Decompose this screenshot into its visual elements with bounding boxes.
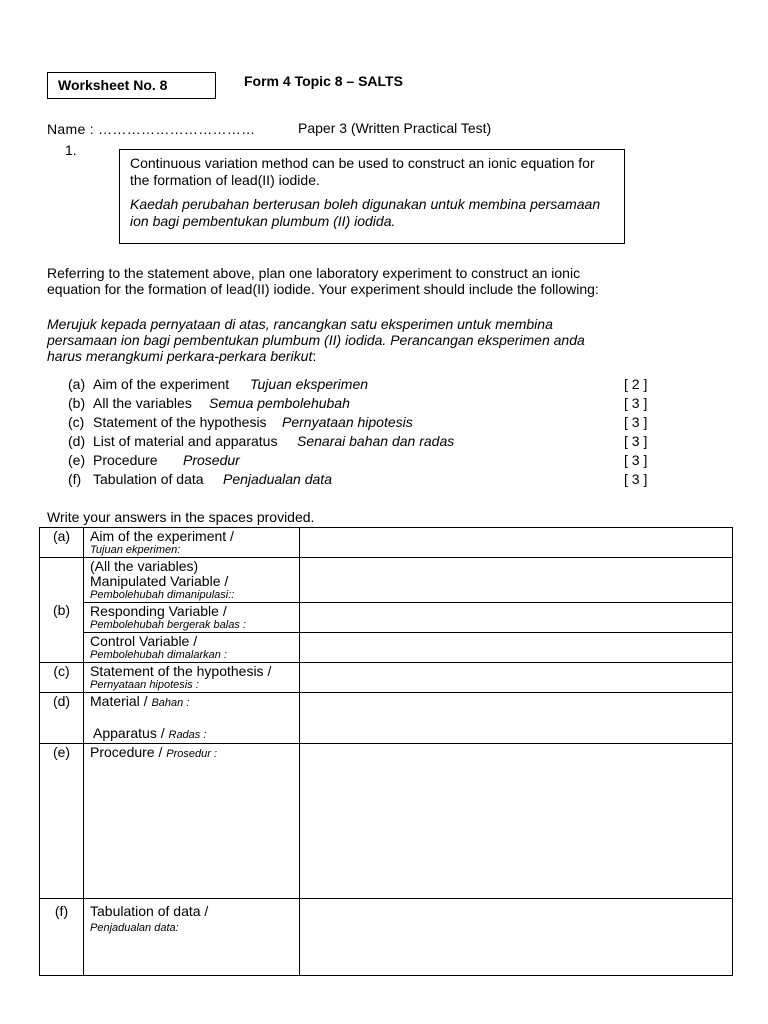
criteria-malay: Prosedur (183, 452, 240, 468)
statement-malay: Kaedah perubahan berterusan boleh digunakan untuk membina persamaan ion bagi pembentukan plumbum (II) iodida. (130, 196, 601, 229)
criteria-item (68, 394, 652, 413)
criteria-malay: Penjadualan data (223, 471, 332, 487)
statement-english: Continuous variation method can be used to construct an ionic equation for the formation of lead(II) iodide. (130, 155, 595, 188)
criteria-malay: Senarai bahan dan radas (297, 433, 455, 449)
tabulation-label-malay: Penjadualan data: (90, 922, 179, 934)
procedure-label (90, 745, 299, 762)
table-row (40, 899, 733, 976)
variables-heading: (All the variables) (90, 558, 199, 574)
row-prompt (84, 558, 300, 603)
responding-label: Responding Variable / (90, 603, 227, 619)
row-prompt (84, 899, 300, 976)
criteria-label: (d) (68, 433, 86, 449)
aim-label-malay: Tujuan ekperimen: (90, 544, 181, 556)
instruction-malay-text: Merujuk kepada pernyataan di atas, rancangkan satu eksperimen untuk membina persamaan ion bagi pembentukan plumbum (II) iodida. Perancangan eksperimen anda harus merangkumi perkara-perkara berikut (47, 316, 585, 364)
criteria-item (68, 432, 652, 451)
criteria-english: Statement of the hypothesis (93, 414, 267, 430)
criteria-english: List of material and apparatus (93, 433, 278, 449)
apparatus-label (90, 726, 299, 743)
criteria-label: (b) (68, 395, 86, 411)
criteria-malay: Tujuan eksperimen (250, 376, 369, 392)
topic-title: Form 4 Topic 8 – SALTS (244, 73, 403, 89)
criteria-marks: [ 3 ] (624, 395, 648, 411)
answer-space-responding[interactable] (300, 603, 733, 633)
row-label: (e) (40, 744, 84, 899)
table-row (40, 528, 733, 558)
criteria-label: (e) (68, 452, 86, 468)
row-label: (f) (40, 899, 84, 976)
question-number: 1. (65, 142, 77, 158)
answer-space-materials[interactable] (300, 693, 733, 744)
table-row (40, 663, 733, 693)
criteria-item (68, 451, 652, 470)
criteria-item (68, 470, 652, 489)
instruction-english: Referring to the statement above, plan one laboratory experiment to construct an ionic equation for the formation of lead(II) iodide. Your experiment should include the following: (47, 265, 599, 297)
row-label: (c) (40, 663, 84, 693)
criteria-item (68, 375, 652, 394)
table-row (40, 633, 733, 663)
table-row (40, 744, 733, 899)
control-label: Control Variable / (90, 633, 198, 649)
hypothesis-label: Statement of the hypothesis / (90, 663, 272, 679)
apparatus-label-english: Apparatus / (93, 725, 165, 741)
control-label-malay: Pembolehubah dimalarkan : (90, 649, 227, 661)
answer-space-aim[interactable] (300, 528, 733, 558)
answer-space-hypothesis[interactable] (300, 663, 733, 693)
criteria-marks: [ 3 ] (624, 471, 648, 487)
write-instruction: Write your answers in the spaces provided. (47, 509, 315, 525)
table-row (40, 693, 733, 744)
answer-table (39, 527, 733, 976)
criteria-english: Procedure (93, 452, 158, 468)
row-label: (d) (40, 693, 84, 744)
procedure-label-english: Procedure / (90, 744, 163, 760)
row-prompt (84, 663, 300, 693)
answer-space-control[interactable] (300, 633, 733, 663)
criteria-malay: Pernyataan hipotesis (282, 414, 413, 430)
criteria-malay: Semua pembolehubah (209, 395, 350, 411)
row-label: (b) (40, 558, 84, 663)
criteria-label: (c) (68, 414, 85, 430)
answer-space-manipulated[interactable] (300, 558, 733, 603)
tabulation-label: Tabulation of data / (90, 903, 209, 919)
row-prompt (84, 633, 300, 663)
statement-box (119, 149, 625, 244)
instruction-malay-colon: : (312, 348, 317, 364)
material-label-malay: Bahan : (151, 697, 190, 709)
name-field: Name : …………………………… (47, 121, 256, 137)
criteria-marks: [ 3 ] (624, 433, 648, 449)
criteria-item (68, 413, 652, 432)
criteria-label: (f) (68, 471, 82, 487)
row-prompt (84, 744, 300, 899)
criteria-english: All the variables (93, 395, 192, 411)
manipulated-label-malay: Pembolehubah dimanipulasi:: (90, 589, 235, 601)
criteria-english: Tabulation of data (93, 471, 204, 487)
table-row (40, 558, 733, 603)
row-prompt (84, 603, 300, 633)
row-label: (a) (40, 528, 84, 558)
answer-space-tabulation[interactable] (300, 899, 733, 976)
material-label (90, 694, 299, 711)
criteria-marks: [ 3 ] (624, 452, 648, 468)
criteria-marks: [ 3 ] (624, 414, 648, 430)
responding-label-malay: Pembolehubah bergerak balas : (90, 619, 246, 631)
hypothesis-label-malay: Pernyataan hipotesis : (90, 679, 199, 691)
criteria-label: (a) (68, 376, 86, 392)
manipulated-label: Manipulated Variable / (90, 573, 229, 589)
instruction-malay (47, 316, 617, 364)
aim-label: Aim of the experiment / (90, 528, 234, 544)
procedure-label-malay: Prosedur : (166, 748, 218, 760)
criteria-english: Aim of the experiment (93, 376, 230, 392)
table-row (40, 603, 733, 633)
apparatus-label-malay: Radas : (168, 729, 207, 741)
row-prompt (84, 528, 300, 558)
row-prompt (84, 693, 300, 744)
worksheet-number-box: Worksheet No. 8 (47, 72, 216, 99)
answer-space-procedure[interactable] (300, 744, 733, 899)
criteria-marks: [ 2 ] (624, 376, 648, 392)
paper-label: Paper 3 (Written Practical Test) (298, 120, 492, 136)
material-label-english: Material / (90, 693, 148, 709)
